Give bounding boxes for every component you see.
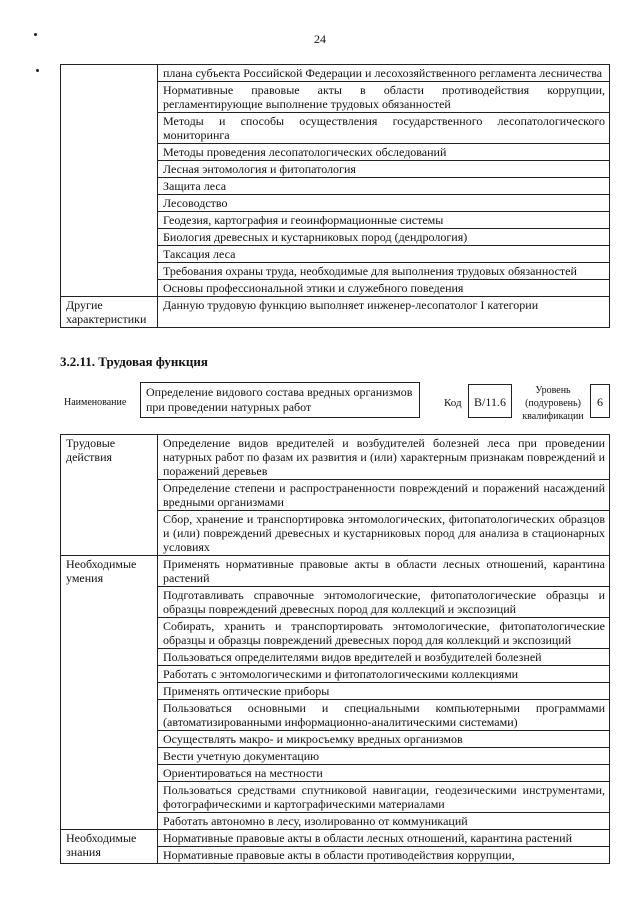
name-label: Наименование <box>64 397 127 408</box>
item-cell: Сбор, хранение и транспортировка энтомологических, фитопатологических образцов и (или) повреждений древесных и кустарниковых пород для анализа в стационарных условиях <box>158 511 610 556</box>
code-box: B/11.6 <box>468 384 512 418</box>
category-cell: Другие характеристики <box>61 297 158 328</box>
labor-function-table <box>60 434 610 864</box>
item-cell: Пользоваться основными и специальными компьютерными программами (автоматизированными информационно-аналитическими системами) <box>158 700 610 731</box>
item-cell: Осуществлять макро- и микросъемку вредных организмов <box>158 731 610 748</box>
requirement-cell: Методы проведения лесопатологических обследований <box>158 144 610 161</box>
item-cell: Вести учетную документацию <box>158 748 610 765</box>
item-cell: Подготавливать справочные энтомологические, фитопатологические образцы и образцы повреждений древесных пород для коллекций и экспозиций <box>158 587 610 618</box>
item-cell: Пользоваться определителями видов вредителей и возбудителей болезней <box>158 649 610 666</box>
code-label: Код <box>444 397 462 409</box>
category-cell: Необходимые умения <box>61 556 158 830</box>
function-name-box: Определение видового состава вредных организмов при проведении натурных работ <box>140 382 420 418</box>
table-row <box>61 297 610 328</box>
competencies-table-continued <box>60 64 610 328</box>
category-cell: Необходимые знания <box>61 830 158 864</box>
requirement-cell: Методы и способы осуществления государственного лесопатологического мониторинга <box>158 113 610 144</box>
item-cell: Определение видов вредителей и возбудителей болезней леса при проведении натурных работ по фазам их развития и (или) характерным признакам повреждений и поражений деревьев <box>158 435 610 480</box>
requirement-cell: Лесоводство <box>158 195 610 212</box>
item-cell: Применять нормативные правовые акты в области лесных отношений, карантина растений <box>158 556 610 587</box>
table-row <box>61 435 610 480</box>
margin-dot-2 <box>36 69 39 72</box>
table-row <box>61 65 610 82</box>
requirement-cell: Лесная энтомология и фитопатология <box>158 161 610 178</box>
item-cell: Нормативные правовые акты в области противодействия коррупции, <box>158 847 610 864</box>
level-label: Уровень (подуровень) квалификации <box>522 385 584 422</box>
requirement-cell: Защита леса <box>158 178 610 195</box>
item-cell: Пользоваться средствами спутниковой навигации, геодезическими инструментами, фотографическими и картографическими материалами <box>158 782 610 813</box>
table-row <box>61 830 610 847</box>
item-cell: Ориентироваться на местности <box>158 765 610 782</box>
requirement-cell: Данную трудовую функцию выполняет инженер-лесопатолог I категории <box>158 297 610 328</box>
page-number: 24 <box>314 32 326 46</box>
category-cell <box>61 65 158 297</box>
item-cell: Работать автономно в лесу, изолированно от коммуникаций <box>158 813 610 830</box>
requirement-cell: Основы профессиональной этики и служебного поведения <box>158 280 610 297</box>
item-cell: Собирать, хранить и транспортировать энтомологические, фитопатологические образцы и образцы повреждений древесных пород для коллекций и экспозиций <box>158 618 610 649</box>
item-cell: Работать с энтомологическими и фитопатологическими коллекциями <box>158 666 610 683</box>
item-cell: Нормативные правовые акты в области лесных отношений, карантина растений <box>158 830 610 847</box>
requirement-cell: плана субъекта Российской Федерации и лесохозяйственного регламента лесничества <box>158 65 610 82</box>
requirement-cell: Биология древесных и кустарниковых пород (дендрология) <box>158 229 610 246</box>
item-cell: Применять оптические приборы <box>158 683 610 700</box>
category-cell: Трудовые действия <box>61 435 158 556</box>
table-row <box>61 556 610 587</box>
item-cell: Определение степени и распространенности повреждений и поражений насаждений вредными организмами <box>158 480 610 511</box>
requirement-cell: Таксация леса <box>158 246 610 263</box>
requirement-cell: Геодезия, картография и геоинформационные системы <box>158 212 610 229</box>
requirement-cell: Требования охраны труда, необходимые для выполнения трудовых обязанностей <box>158 263 610 280</box>
requirement-cell: Нормативные правовые акты в области противодействия коррупции, регламентирующие выполнение трудовых обязанностей <box>158 82 610 113</box>
level-box: 6 <box>590 384 610 418</box>
section-title: 3.2.11. Трудовая функция <box>60 354 208 369</box>
